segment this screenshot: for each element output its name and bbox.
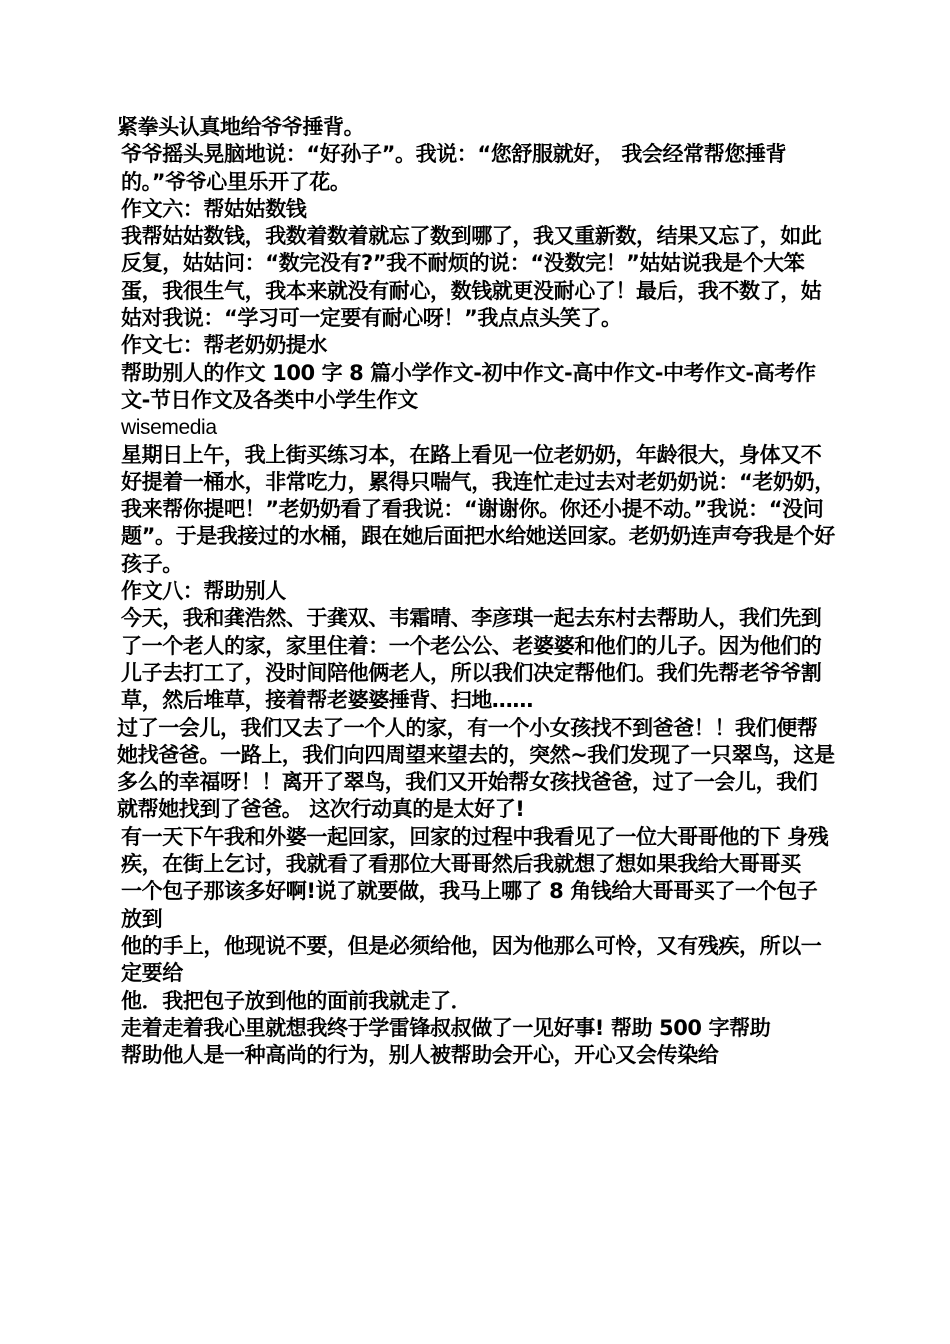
source-brand-line: wisemedia — [121, 416, 217, 440]
section-heading-essay-7: 作文七：帮老奶奶提水 — [121, 333, 327, 358]
paragraph-1: 紧拳头认真地给爷爷捶背。 — [117, 115, 365, 139]
paragraph-2: 爷爷摇头晃脑地说：“好孙子”。我说：“您舒服就好， 我会经常帮您捶背的。”爷爷心里乐开了花。 — [121, 142, 787, 194]
paragraph-essay-7: 星期日上午，我上街买练习本，在路上看见一位老奶奶，年龄很大，身体又不好提着一桶水，非常吃力，累得只喘气，我连忙走过去对老奶奶说：“老奶奶，我来帮你提吧！”老奶奶看了看我说：“谢谢你。你还小提不动。”我说：“没问题”。于是我接过的水桶，跟在她后面把水给她送回家。老奶奶连声夸我是个好孩子。 — [121, 442, 835, 576]
paragraph-story-4: 他．我把包子放到他的面前我就走了． — [121, 988, 472, 1013]
paragraph-final: 帮助他人是一种高尚的行为，别人被帮助会开心，开心又会传染给 — [121, 1043, 719, 1068]
paragraph-essay-6: 我帮姑姑数钱，我数着数着就忘了数到哪了，我又重新数，结果又忘了，如此反复，姑姑问：“数完没有?”我不耐烦的说：“没数完！”姑姑说我是个大笨蛋，我很生气，我本来就没有耐心，数钱就更没耐心了！最后，我不数了，姑姑对我说：“学习可一定要有耐心呀！”我点点头笑了。 — [121, 224, 822, 331]
document-page — [117, 114, 837, 1069]
paragraph-story-5: 走着走着我心里就想我终于学雷锋叔叔做了一见好事! 帮助 500 字帮助 — [121, 1015, 771, 1040]
paragraph-story-3: 他的手上，他现说不要，但是必须给他，因为他那么可怜，又有残疾，所以一定要给 — [121, 933, 822, 986]
paragraph-essay-8-cont: 过了一会儿，我们又去了一个人的家，有一个小女孩找不到爸爸！！我们便帮她找爸爸。一路上，我们向四周望来望去的，突然~我们发现了一只翠鸟，这是多么的幸福呀！！离开了翠鸟，我们又开始帮女孩找爸爸，过了一会儿，我们就帮她找到了爸爸。 这次行动真的是太好了! — [117, 715, 835, 822]
paragraph-story-1: 有一天下午我和外婆一起回家，回家的过程中我看见了一位大哥哥他的下 身残疾，在街上乞讨，我就看了看那位大哥哥然后我就想了想如果我给大哥哥买 — [121, 824, 829, 877]
section-heading-essay-6: 作文六：帮姑姑数钱 — [121, 196, 307, 221]
source-title-line: 帮助别人的作文 100 字 8 篇小学作文-初中作文-高中作文-中考作文-高考作文-节日作文及各类中小学生作文 — [121, 360, 816, 412]
section-heading-essay-8: 作文八：帮助别人 — [121, 579, 286, 604]
paragraph-story-2: 一个包子那该多好啊!说了就要做，我马上哪了 8 角钱给大哥哥买了一个包子放到 — [121, 879, 818, 931]
paragraph-essay-8: 今天，我和龚浩然、于龚双、韦霜晴、李彦琪一起去东村去帮助人，我们先到了一个老人的家，家里住着：一个老公公、老婆婆和他们的儿子。因为他们的儿子去打工了，没时间陪他俩老人，所以我们决定帮他们。我们先帮老爷爷割草，然后堆草，接着帮老婆婆捶背、扫地…… — [121, 606, 822, 713]
